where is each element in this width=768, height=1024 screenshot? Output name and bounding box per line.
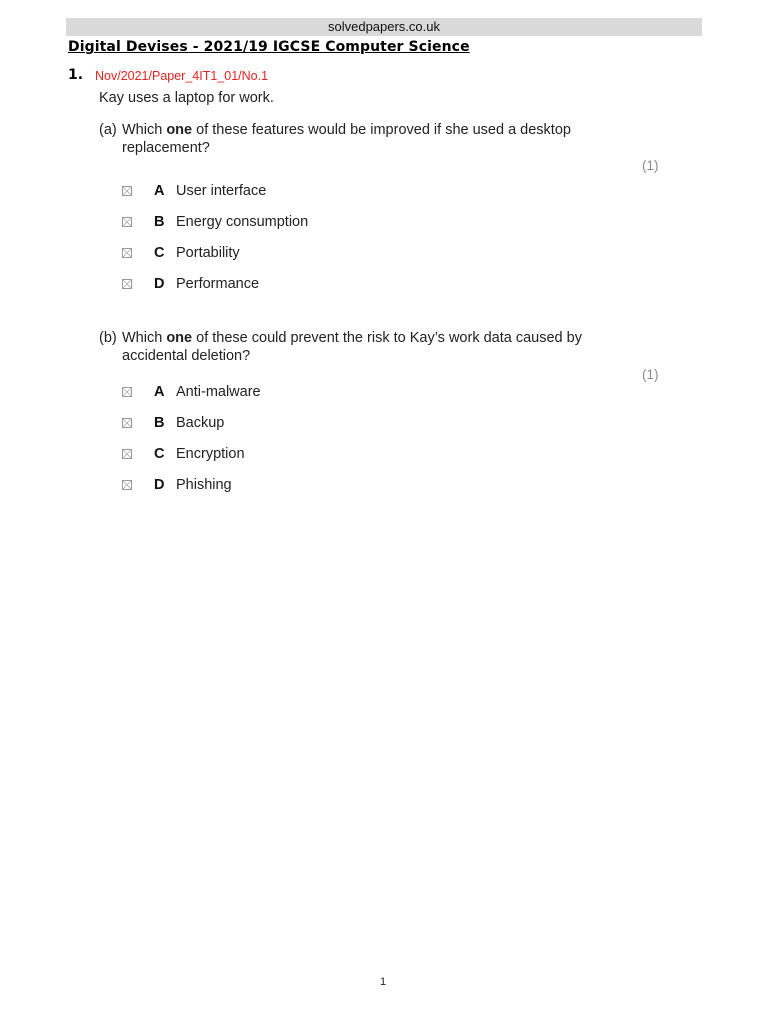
- option-letter: B: [154, 214, 165, 230]
- part-b-option-b[interactable]: [122, 414, 224, 432]
- option-letter: B: [154, 415, 165, 431]
- question-reference: Nov/2021/Paper_4IT1_01/No.1: [95, 69, 269, 83]
- site-header: [66, 18, 702, 36]
- part-a-label: (a): [99, 122, 117, 138]
- option-text: User interface: [176, 183, 267, 199]
- part-b-option-d[interactable]: [122, 476, 232, 494]
- option-text: Energy consumption: [176, 214, 309, 230]
- option-letter: D: [154, 477, 165, 493]
- question-stem: Kay uses a laptop for work.: [99, 90, 274, 106]
- checkbox-icon[interactable]: [122, 248, 132, 258]
- part-b-marks: (1): [642, 367, 659, 382]
- checkbox-icon[interactable]: [122, 186, 132, 196]
- part-b-stem-end: of these could prevent the risk to Kay’s work data caused by accidental deletion?: [122, 330, 582, 364]
- page-number: 1: [380, 976, 387, 988]
- option-letter: A: [154, 384, 165, 400]
- checkbox-icon[interactable]: [122, 279, 132, 289]
- part-a-option-c[interactable]: [122, 244, 240, 262]
- part-b-option-a[interactable]: [122, 383, 261, 401]
- option-letter: D: [154, 276, 165, 292]
- part-b-stem-emphasis: one: [166, 330, 193, 346]
- checkbox-icon[interactable]: [122, 480, 132, 490]
- part-a-stem-emphasis: one: [166, 122, 193, 138]
- option-text: Anti-malware: [176, 384, 261, 400]
- part-a-option-d[interactable]: [122, 275, 259, 293]
- part-a-stem: [122, 121, 592, 157]
- question-number: 1.: [68, 67, 84, 83]
- part-a-option-b[interactable]: [122, 213, 308, 231]
- part-b-label: (b): [99, 330, 117, 346]
- part-b: [99, 329, 592, 365]
- document-title: Digital Devises - 2021/19 IGCSE Computer Science: [68, 39, 470, 55]
- option-text: Backup: [176, 415, 225, 431]
- part-a-marks: (1): [642, 158, 659, 173]
- option-letter: A: [154, 183, 165, 199]
- option-text: Portability: [176, 245, 240, 261]
- option-text: Phishing: [176, 477, 232, 493]
- part-b-option-c[interactable]: [122, 445, 245, 463]
- checkbox-icon[interactable]: [122, 418, 132, 428]
- part-a-option-a[interactable]: [122, 182, 266, 200]
- checkbox-icon[interactable]: [122, 387, 132, 397]
- site-name: solvedpapers.co.uk: [327, 19, 440, 34]
- part-b-stem-start: Which: [122, 330, 167, 346]
- part-a-stem-end: of these features would be improved if she used a desktop replacement?: [122, 122, 571, 156]
- option-text: Encryption: [176, 446, 245, 462]
- part-a: [99, 121, 592, 157]
- option-letter: C: [154, 446, 165, 462]
- checkbox-icon[interactable]: [122, 217, 132, 227]
- option-letter: C: [154, 245, 165, 261]
- option-text: Performance: [176, 276, 260, 292]
- part-a-stem-start: Which: [122, 122, 167, 138]
- checkbox-icon[interactable]: [122, 449, 132, 459]
- part-b-stem: [122, 329, 592, 365]
